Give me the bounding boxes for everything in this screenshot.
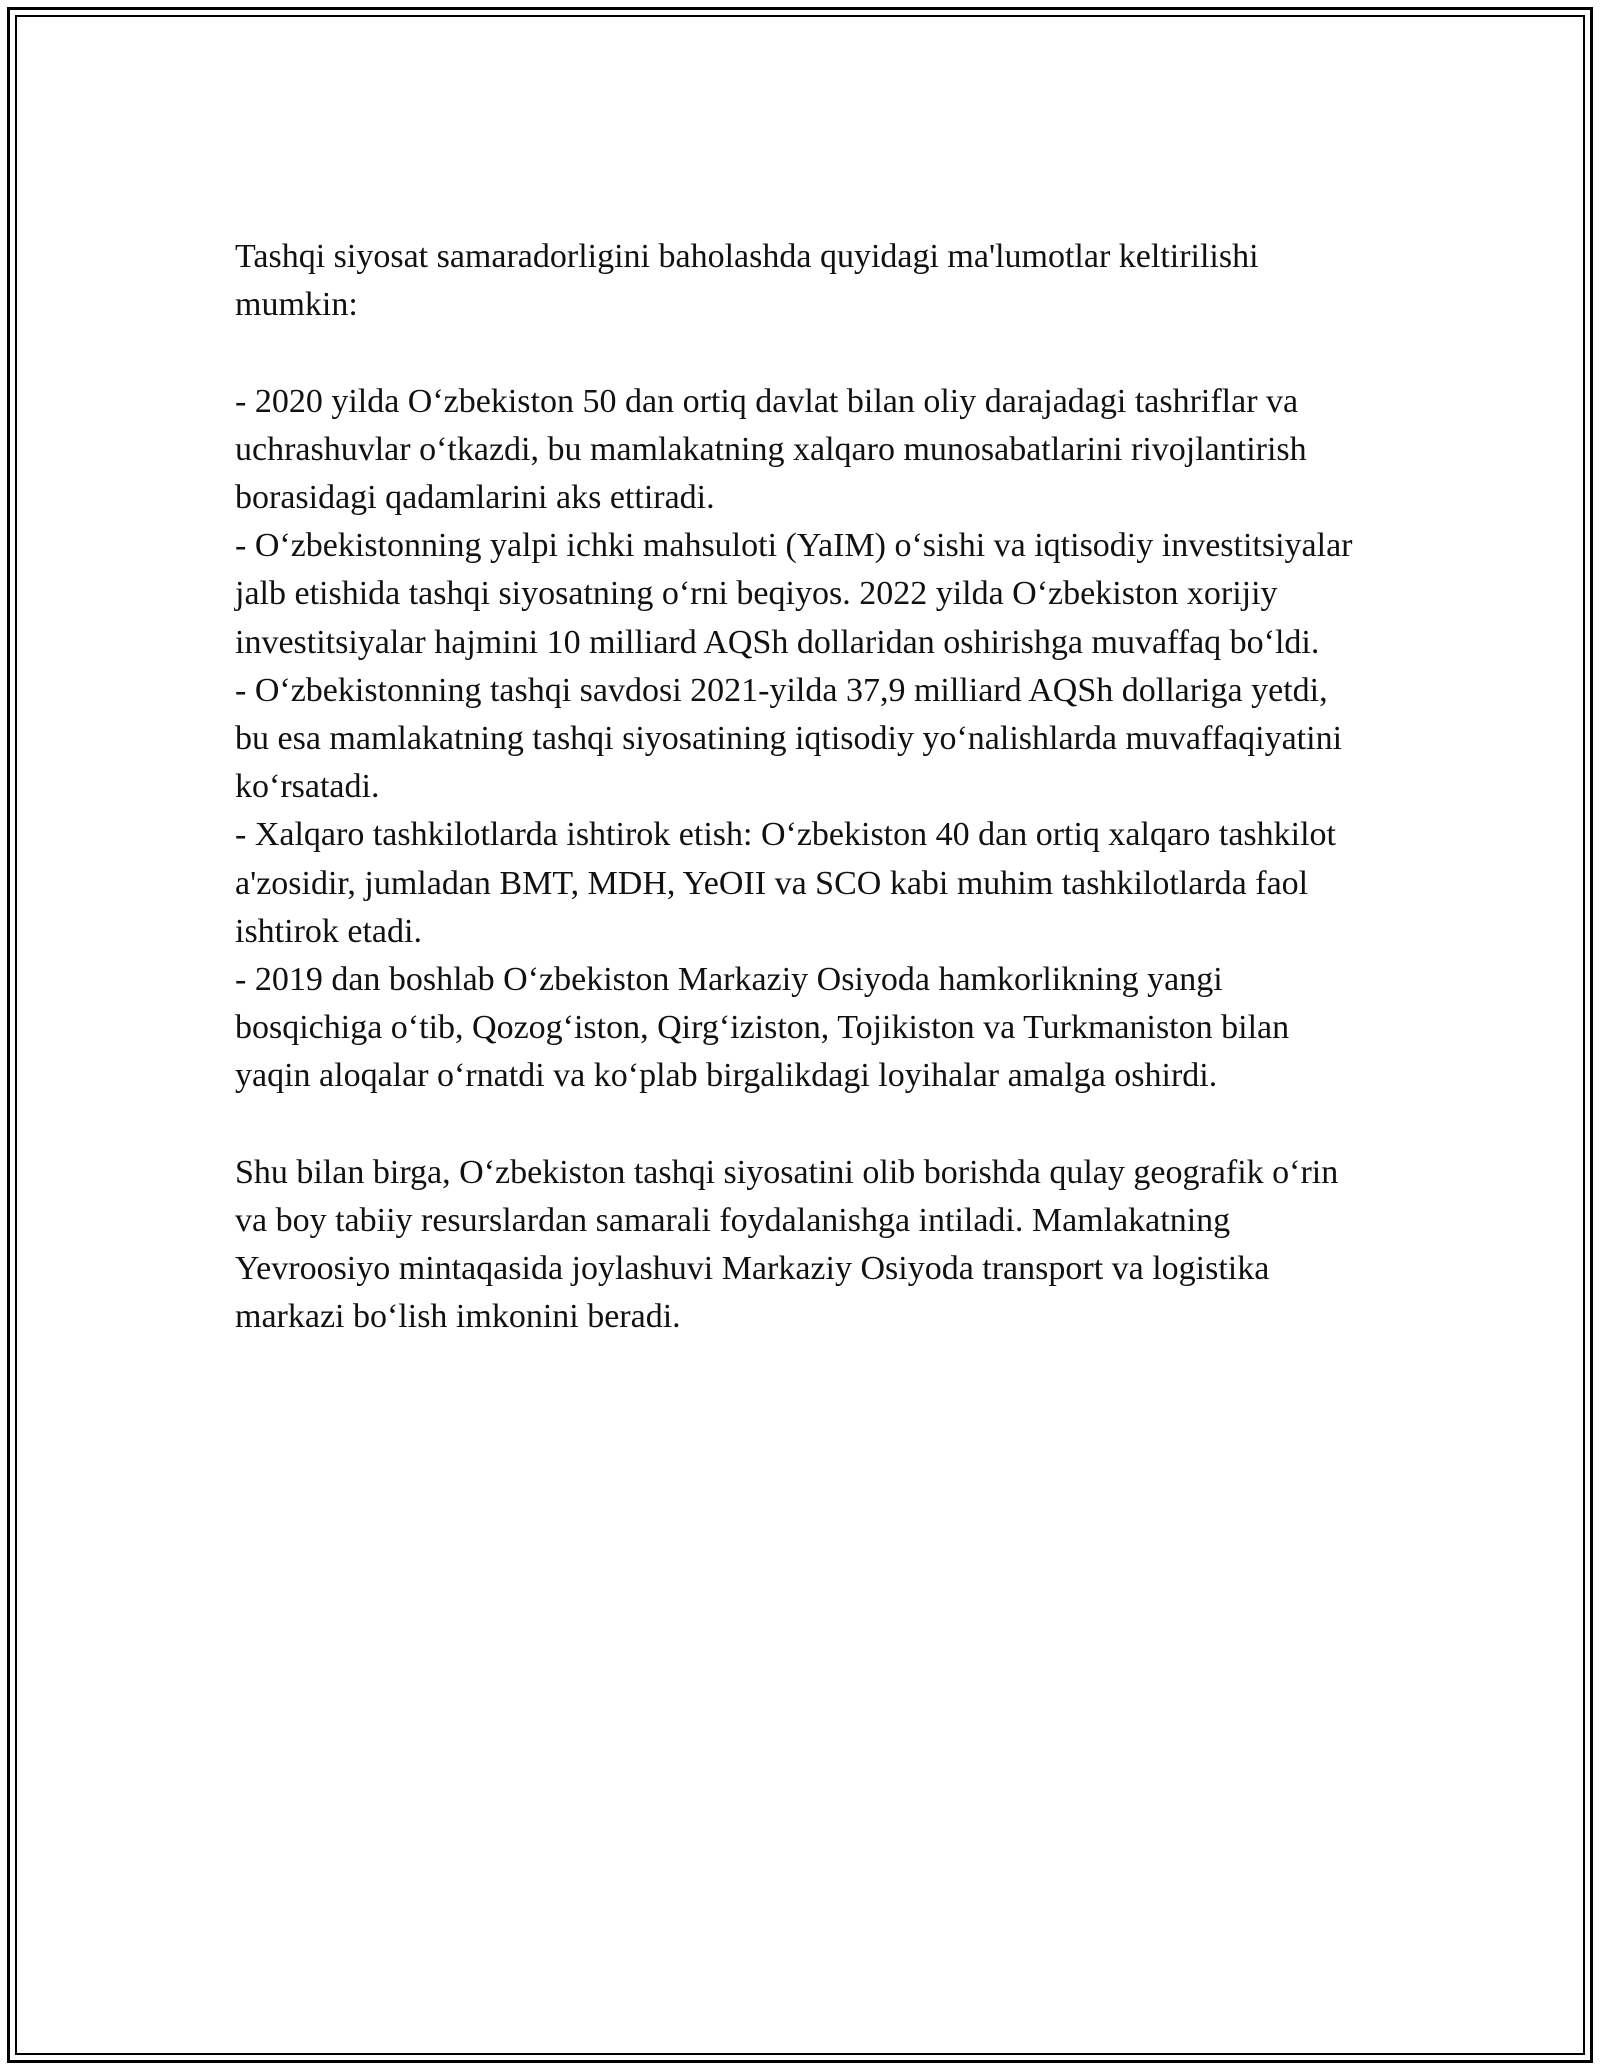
paragraph-gap bbox=[235, 1101, 1365, 1149]
conclusion-paragraph: Shu bilan birga, O‘zbekiston tashqi siyosatini olib borishda qulay geografik o‘rin va boy tabiiy resurslardan samarali foydalanishga intiladi. Mamlakatning Yevroosiyo mintaqasida joylashuvi Markaziy Osiyoda transport va logistika markazi bo‘lish imkonini beradi. bbox=[235, 1153, 1339, 1336]
bullet-item: - 2020 yilda O‘zbekiston 50 dan ortiq davlat bilan oliy darajadagi tashriflar va uchrashuvlar o‘tkazdi, bu mamlakatning xalqaro munosabatlarini rivojlantirish borasidagi qadamlarini aks ettiradi. bbox=[235, 382, 1307, 516]
bullet-item: - Xalqaro tashkilotlarda ishtirok etish: O‘zbekiston 40 dan ortiq xalqaro tashkilot a'zosidir, jumladan BMT, MDH, YeOII va SCO kabi muhim tashkilotlarda faol ishtirok etadi. bbox=[235, 816, 1336, 950]
bullet-item: - O‘zbekistonning yalpi ichki mahsuloti (YaIM) o‘sishi va iqtisodiy investitsiyalar jalb etishida tashqi siyosatning o‘rni beqiyos. 2022 yilda O‘zbekiston xorijiy investitsiyalar hajmini 10 milliard AQSh dollaridan oshirishga muvaffaq bo‘ldi. bbox=[235, 527, 1353, 661]
intro-paragraph: Tashqi siyosat samaradorligini baholashda quyidagi ma'lumotlar keltirilishi mumkin: bbox=[235, 238, 1259, 324]
bullet-item: - 2019 dan boshlab O‘zbekiston Markaziy Osiyoda hamkorlikning yangi bosqichiga o‘tib, Qozog‘iston, Qirg‘iziston, Tojikiston va Turkmaniston bilan yaqin aloqalar o‘rnatdi va ko‘plab birgalikdagi loyihalar amalga oshirdi. bbox=[235, 961, 1290, 1095]
document-body bbox=[235, 233, 1365, 1342]
paragraph-gap bbox=[235, 329, 1365, 377]
bullet-item: - O‘zbekistonning tashqi savdosi 2021-yilda 37,9 milliard AQSh dollariga yetdi, bu esa mamlakatning tashqi siyosatining iqtisodiy yo‘nalishlarda muvaffaqiyatini ko‘rsatadi. bbox=[235, 671, 1343, 806]
